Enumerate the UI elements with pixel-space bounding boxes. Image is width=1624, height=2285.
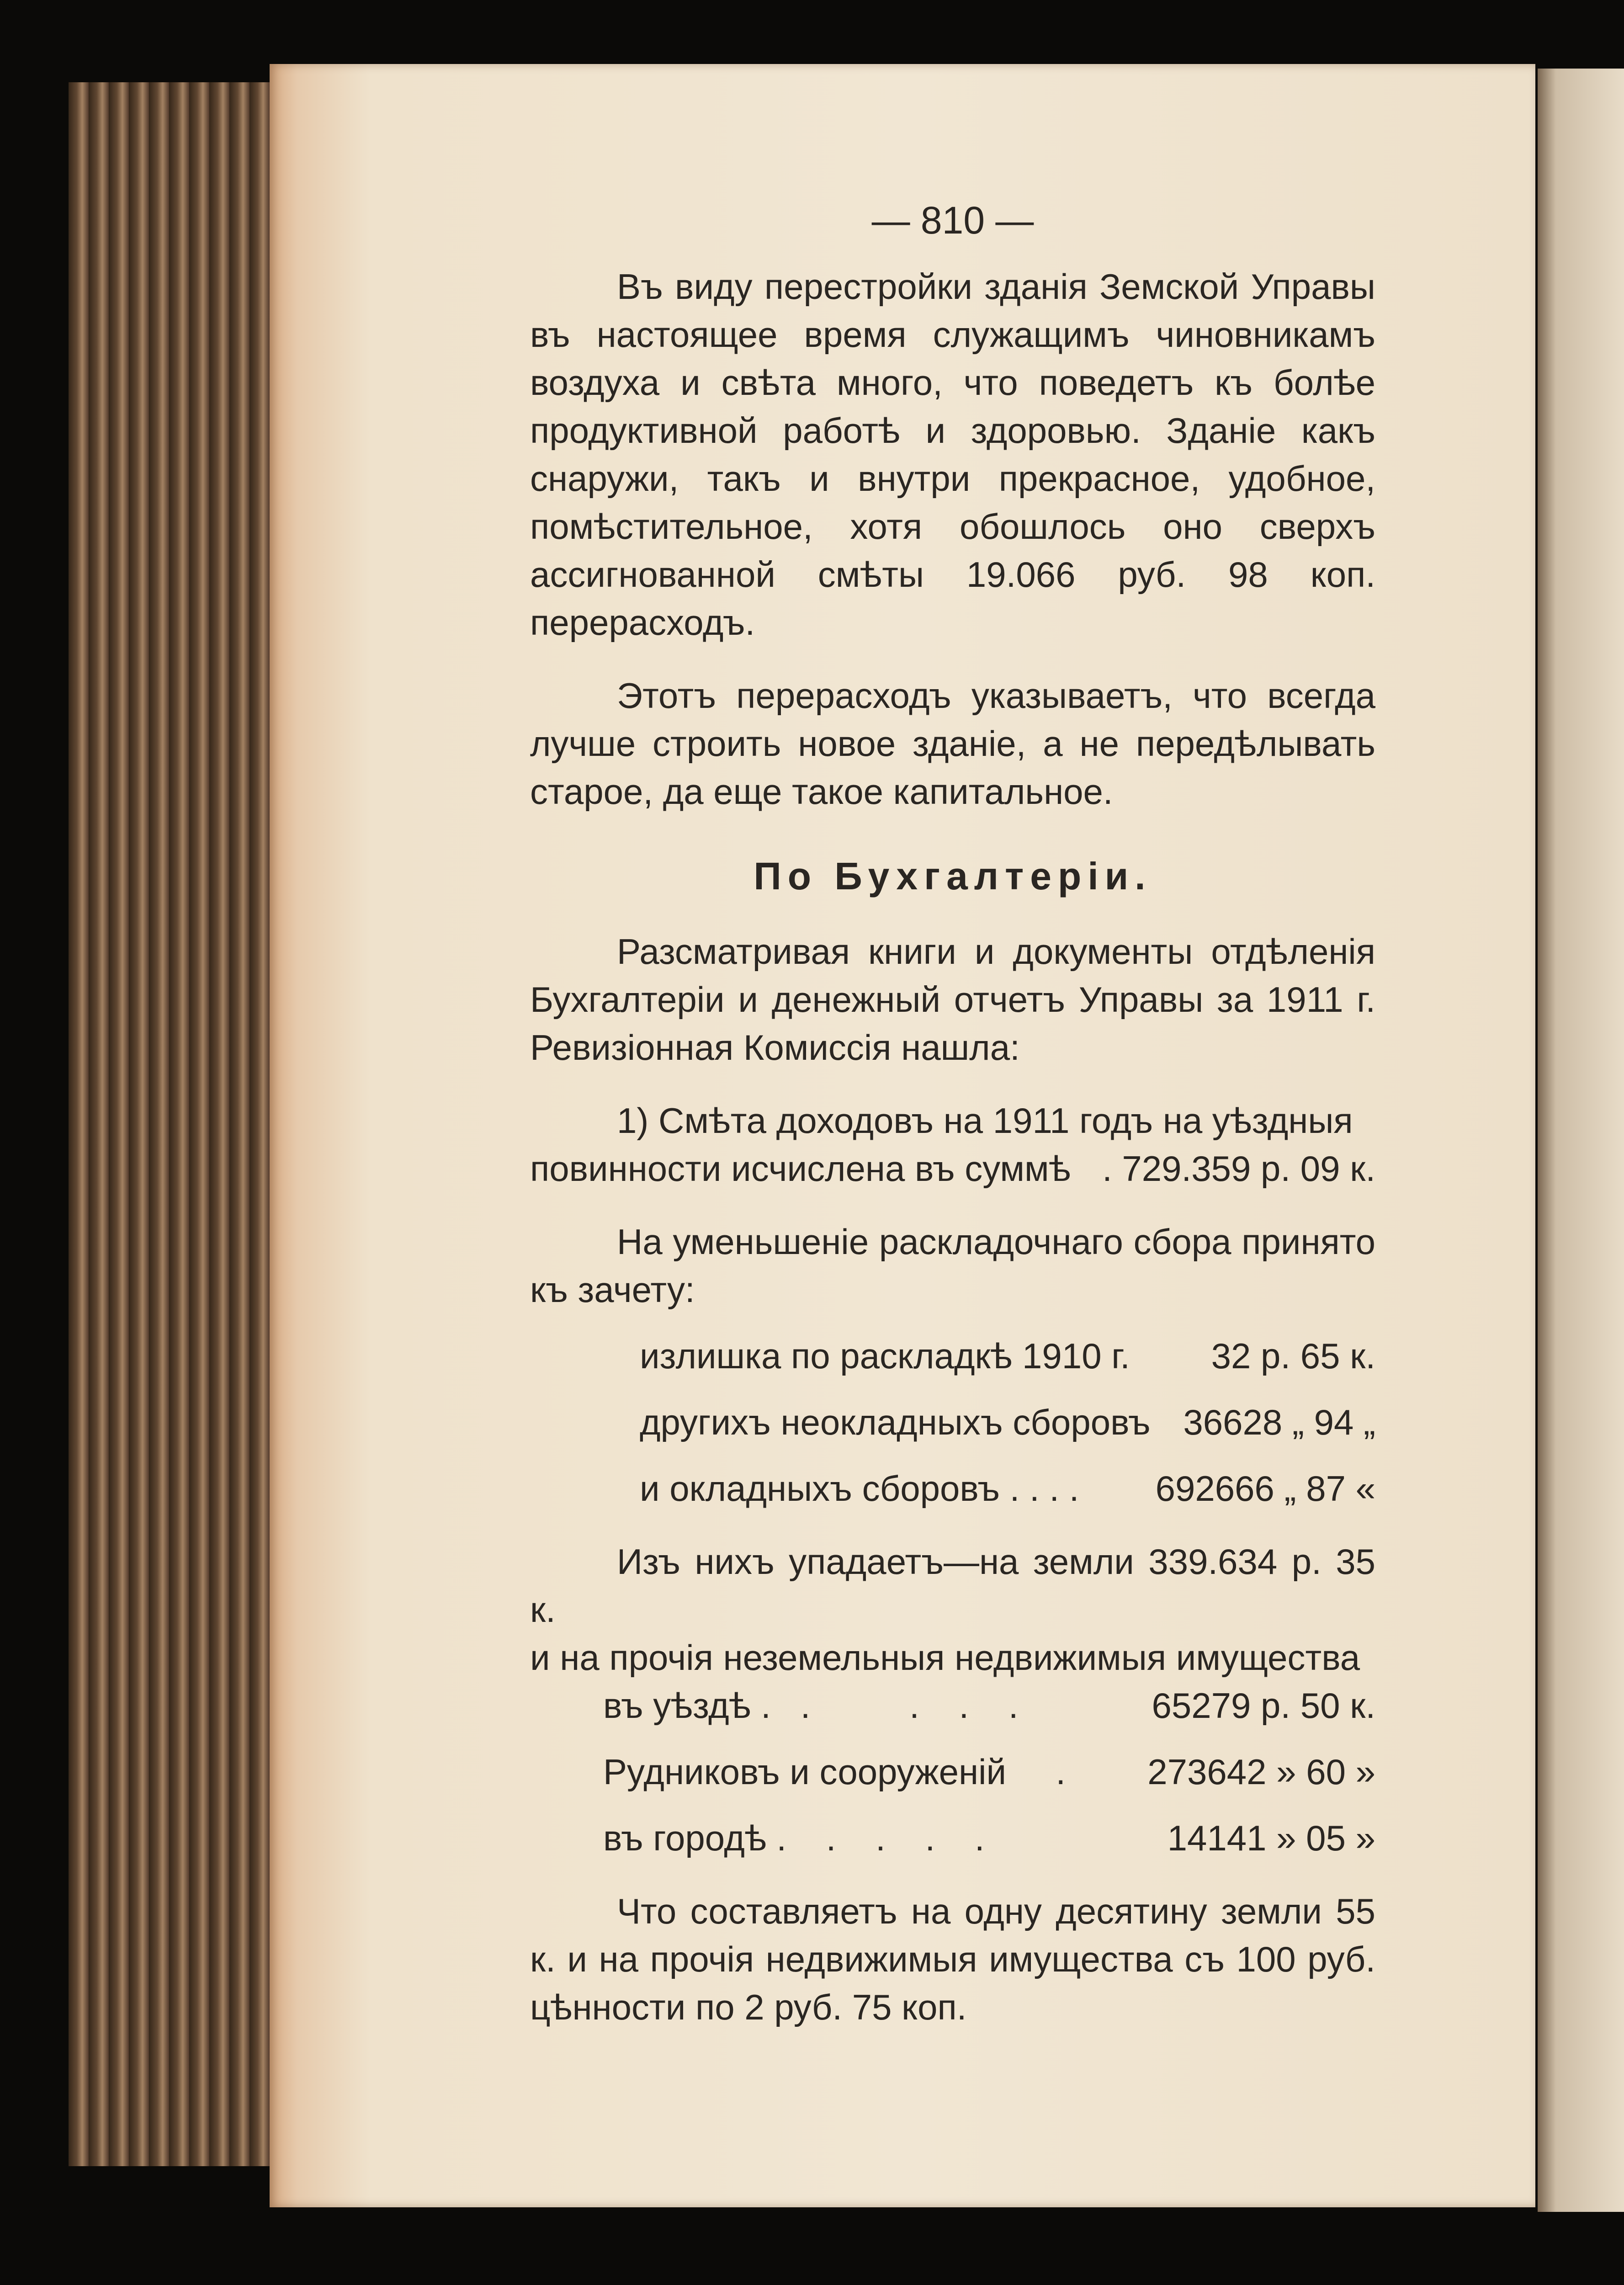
estimate-total-label: повинности исчислена въ суммѣ — [530, 1148, 1071, 1189]
list-item: другихъ неокладныхъ сборовъ 36628 „ 94 „ — [640, 1402, 1375, 1442]
page-text — [530, 197, 1375, 2031]
list-item: въ городѣ . . . . . 14141 » 05 » — [603, 1818, 1375, 1858]
section-heading: По Бухгалтеріи. — [754, 855, 1152, 898]
paragraph-distribution-line1: Изъ нихъ упадаетъ—на земли 339.634 р. 35 к. — [530, 1541, 1375, 1630]
paragraph-reduction: На уменьшеніе раскладочнаго сбора принято къ зачету: — [530, 1222, 1375, 1310]
list-item: и окладныхъ сборовъ . . . . 692666 „ 87 « — [640, 1468, 1375, 1509]
estimate-total-amount: . 729.359 р. 09 к. — [1102, 1148, 1375, 1189]
book-page-edges — [69, 82, 283, 2166]
page-number: — 810 — — [871, 199, 1034, 242]
list-item: излишка по раскладкѣ 1910 г. 32 р. 65 к. — [640, 1336, 1375, 1376]
list-item: Рудниковъ и сооруженій . 273642 » 60 » — [603, 1752, 1375, 1792]
paragraph-per-unit: Что составляетъ на одну десятину земли 55 к. и на прочія недвижимыя имущества съ 100 руб. цѣнности по 2 руб. 75 коп. — [530, 1891, 1375, 2027]
paragraph-estimate-line1: 1) Смѣта доходовъ на 1911 годъ на уѣздныя — [617, 1100, 1353, 1141]
paragraph-review: Разсматривая книги и документы отдѣленія Бухгалтеріи и денежный отчетъ Управы за 1911 г. Ревизіонная Комиссія нашла: — [530, 931, 1375, 1068]
list-item: въ уѣздѣ . . . . . 65279 р. 50 к. — [603, 1685, 1375, 1726]
paragraph-overspend: Этотъ перерасходъ указываетъ, что всегда лучше строить новое зданіе, а не передѣлывать старое, да еще такое капитальное. — [530, 675, 1375, 812]
paragraph-building: Въ виду перестройки зданія Земской Управы въ настоящее время служащимъ чиновникамъ воздуха и свѣта много, что поведетъ къ болѣе продуктивной работѣ и здоровью. Зданіе какъ снаружи, такъ и внутри прекрасное, удобное, помѣстительное, хотя обошлось оно сверхъ ассигнованной смѣты 19.066 руб. 98 коп. перерасходъ. — [530, 266, 1375, 643]
paragraph-distribution-line2: и на прочія неземельныя недвижимыя имущества — [530, 1637, 1360, 1678]
facing-page-edge — [1538, 69, 1624, 2212]
estimate-total-row — [530, 1145, 1375, 1193]
